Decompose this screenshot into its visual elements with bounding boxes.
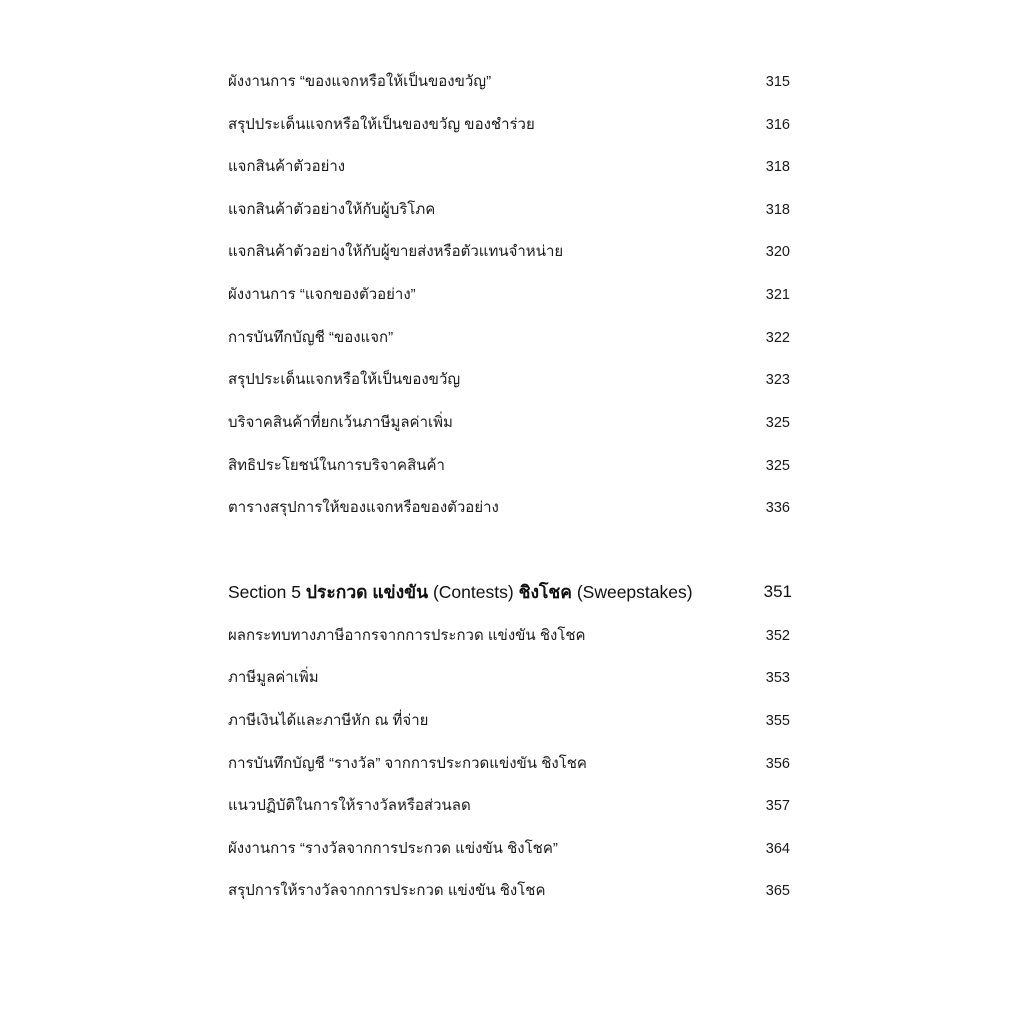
toc-entry-title: การบันทึกบัญชี “ของแจก” — [228, 329, 394, 346]
toc-entry-title: ตารางสรุปการให้ของแจกหรือของตัวอย่าง — [228, 499, 499, 516]
toc-entry-page: 318 — [765, 202, 790, 218]
section-thai-title-1: ประกวด แข่งขัน — [305, 582, 429, 602]
toc-entry-page: 336 — [765, 500, 790, 516]
toc-entry — [228, 709, 792, 733]
section-thai-title-2: ชิงโชค — [518, 582, 572, 602]
toc-entry-title: ผังงานการ “แจกของตัวอย่าง” — [228, 286, 416, 303]
toc-entry-page: 353 — [765, 670, 790, 686]
toc-entry — [228, 624, 792, 648]
toc-entry — [228, 113, 792, 137]
toc-entry — [228, 454, 792, 478]
toc-entry — [228, 368, 792, 392]
toc-entry-page: 365 — [765, 883, 790, 899]
toc-entry-page: 325 — [765, 415, 790, 431]
toc-entry-title: แนวปฏิบัติในการให้รางวัลหรือส่วนลด — [228, 797, 471, 814]
toc-entry — [228, 837, 792, 861]
section-page: 351 — [763, 582, 792, 601]
toc-entry-title: ภาษีมูลค่าเพิ่ม — [228, 669, 319, 686]
toc-entry — [228, 879, 792, 903]
toc-entry-page: 356 — [765, 756, 790, 772]
toc-entry-page: 355 — [765, 713, 790, 729]
toc-entry-page: 315 — [765, 74, 790, 90]
toc-entry-page: 352 — [765, 628, 790, 644]
toc-entry-title: สรุปการให้รางวัลจากการประกวด แข่งขัน ชิงโชค — [228, 882, 546, 899]
toc-entry — [228, 752, 792, 776]
toc-entry-page: 316 — [765, 117, 790, 133]
toc-entry — [228, 155, 792, 179]
toc-entry-title: บริจาคสินค้าที่ยกเว้นภาษีมูลค่าเพิ่ม — [228, 414, 453, 431]
toc-entry-title: สรุปประเด็นแจกหรือให้เป็นของขวัญ ของชำร่วย — [228, 116, 535, 133]
section-heading — [228, 580, 792, 604]
toc-entry-page: 325 — [765, 458, 790, 474]
toc-entry — [228, 70, 792, 94]
toc-entry-page: 321 — [765, 287, 790, 303]
toc-entry — [228, 794, 792, 818]
toc-entry — [228, 666, 792, 690]
toc-entry-title: แจกสินค้าตัวอย่างให้กับผู้ขายส่งหรือตัวแทนจำหน่าย — [228, 243, 564, 260]
toc-entry — [228, 240, 792, 264]
toc-entry-title: สรุปประเด็นแจกหรือให้เป็นของขวัญ — [228, 371, 461, 388]
toc-entry-page: 318 — [765, 159, 790, 175]
section-english-title-1: (Contests) — [428, 582, 519, 602]
toc-entry-page: 364 — [765, 841, 790, 857]
toc-entry — [228, 283, 792, 307]
toc-entry-page: 323 — [765, 372, 790, 388]
section-title — [228, 580, 693, 604]
toc-entry-title: ผังงานการ “รางวัลจากการประกวด แข่งขัน ชิงโชค” — [228, 840, 558, 857]
toc-entry — [228, 198, 792, 222]
toc-entry-page: 320 — [765, 244, 790, 260]
toc-entry — [228, 496, 792, 520]
toc-entry-title: สิทธิประโยชน์ในการบริจาคสินค้า — [228, 457, 445, 474]
toc-entry — [228, 411, 792, 435]
toc-entry — [228, 326, 792, 350]
toc-entry-page: 357 — [765, 798, 790, 814]
section-english-title-2: (Sweepstakes) — [571, 582, 693, 602]
toc-entry-title: แจกสินค้าตัวอย่าง — [228, 158, 346, 175]
toc-entry-title: แจกสินค้าตัวอย่างให้กับผู้บริโภค — [228, 201, 436, 218]
toc-entry-title: ผังงานการ “ของแจกหรือให้เป็นของขวัญ” — [228, 73, 492, 90]
toc-entry-title: ภาษีเงินได้และภาษีหัก ณ ที่จ่าย — [228, 712, 429, 729]
section-prefix: Section 5 — [228, 582, 306, 602]
toc-entry-title: การบันทึกบัญชี “รางวัล” จากการประกวดแข่งขัน ชิงโชค — [228, 755, 587, 772]
toc-entry-title: ผลกระทบทางภาษีอากรจากการประกวด แข่งขัน ชิงโชค — [228, 627, 586, 644]
toc-entry-page: 322 — [765, 330, 790, 346]
